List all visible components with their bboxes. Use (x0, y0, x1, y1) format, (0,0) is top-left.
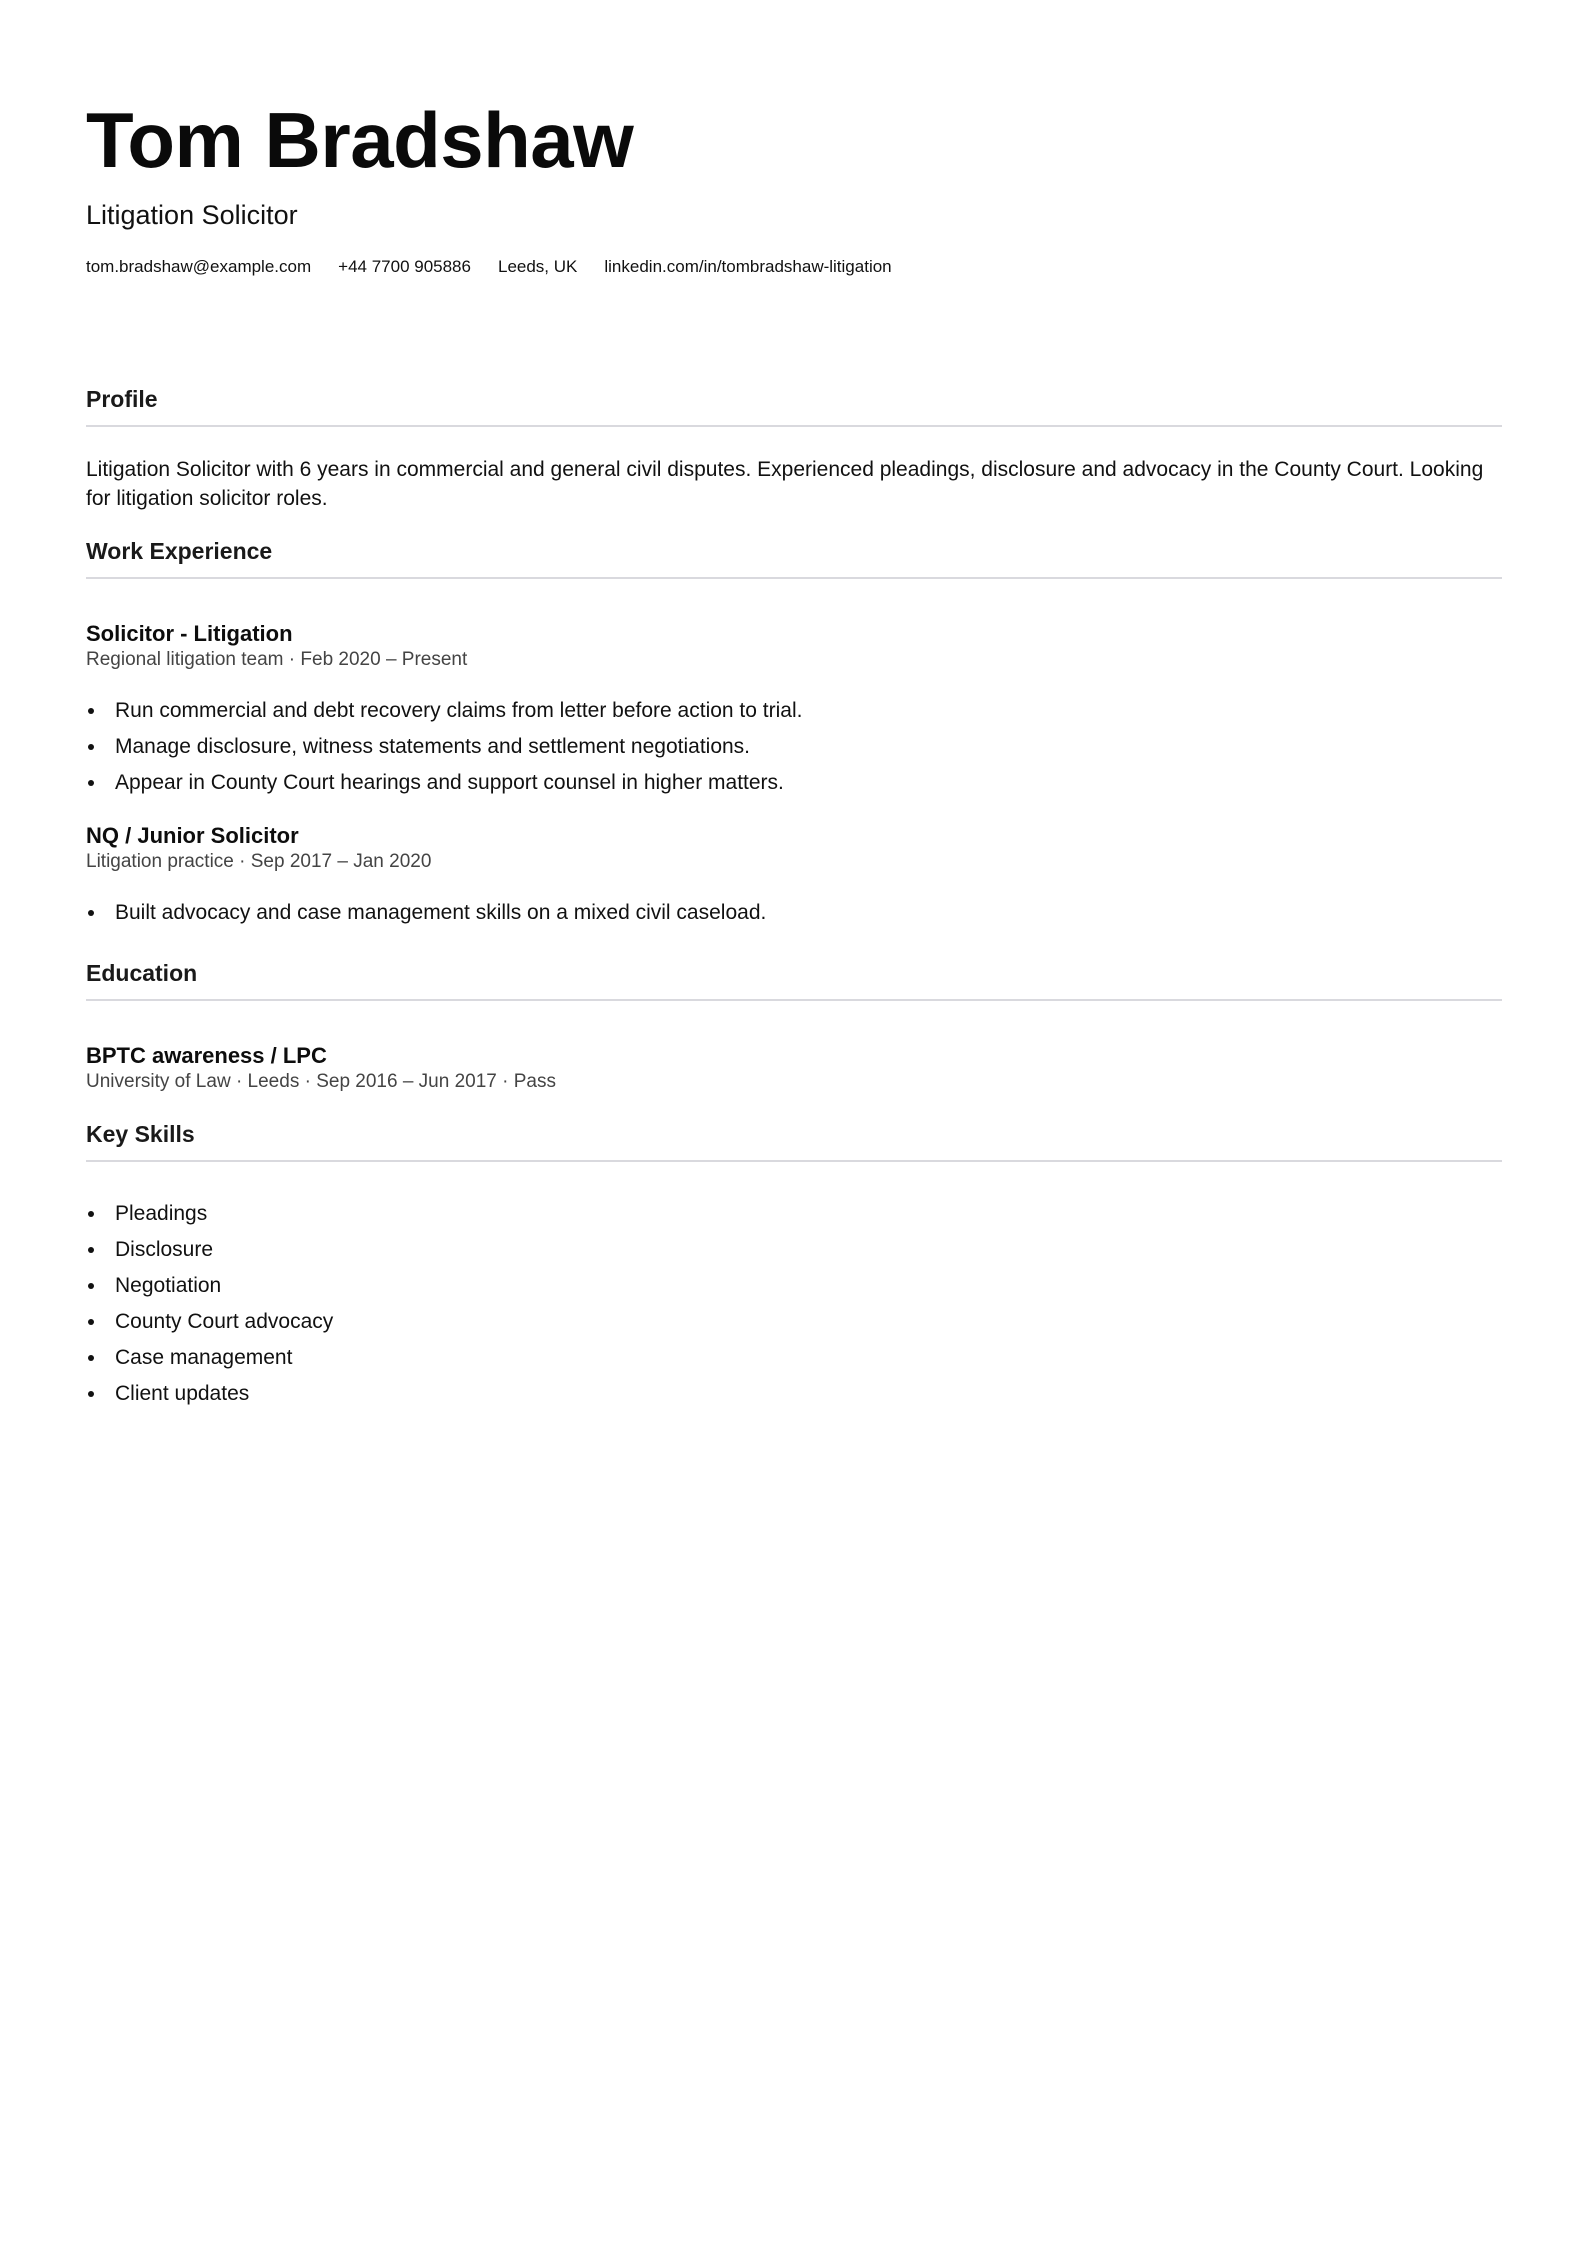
section-divider (86, 999, 1502, 1001)
bullet-dot-icon (88, 1355, 94, 1361)
profile-section (86, 384, 1502, 513)
section-divider (86, 1160, 1502, 1162)
job-title: NQ / Junior Solicitor (86, 823, 299, 848)
bullet-dot-icon (88, 1283, 94, 1289)
key-skills-section (86, 1119, 1502, 1412)
skill-item (86, 1232, 1502, 1268)
job-bullet-text: Appear in County Court hearings and support counsel in higher matters. (115, 771, 784, 794)
work-experience-section (86, 536, 1502, 931)
contact-location: Leeds, UK (497, 257, 578, 276)
resume-header (86, 0, 1502, 278)
job-bullet (86, 693, 1502, 729)
candidate-headline: Litigation Solicitor (86, 200, 298, 230)
skill-item (86, 1376, 1502, 1412)
education-title: BPTC awareness / LPC (86, 1043, 327, 1068)
bullet-dot-icon (88, 744, 94, 750)
skill-text: Pleadings (115, 1202, 208, 1225)
job-bullets (86, 895, 1502, 931)
bullet-dot-icon (88, 1319, 94, 1325)
section-title-work-experience: Work Experience (86, 538, 273, 564)
section-title-profile: Profile (86, 386, 158, 412)
job-bullet (86, 765, 1502, 801)
candidate-name: Tom Bradshaw (86, 96, 634, 184)
job-entry (86, 620, 1502, 801)
education-entry (86, 1042, 1502, 1094)
job-bullet-text: Run commercial and debt recovery claims from letter before action to trial. (115, 699, 803, 722)
job-bullet-text: Manage disclosure, witness statements and settlement negotiations. (115, 735, 751, 758)
profile-summary: Litigation Solicitor with 6 years in commercial and general civil disputes. Experienced pleadings, disclosure and advocacy in the County Court. Looking for litigation solicitor roles. (86, 458, 1484, 510)
contact-phone[interactable]: +44 7700 905886 (338, 257, 471, 276)
skill-item (86, 1268, 1502, 1304)
bullet-dot-icon (88, 780, 94, 786)
skill-text: Case management (115, 1346, 293, 1369)
section-title-education: Education (86, 960, 198, 986)
education-meta: University of Law · Leeds · Sep 2016 – Jun 2017 · Pass (86, 1071, 556, 1092)
job-entry (86, 822, 1502, 931)
job-bullet (86, 895, 1502, 931)
section-divider (86, 425, 1502, 427)
bullet-dot-icon (88, 1391, 94, 1397)
contact-email[interactable]: tom.bradshaw@example.com (86, 257, 312, 276)
bullet-dot-icon (88, 1211, 94, 1217)
skill-text: Negotiation (115, 1274, 222, 1297)
bullet-dot-icon (88, 708, 94, 714)
skill-text: Client updates (115, 1382, 250, 1405)
contact-linkedin[interactable]: linkedin.com/in/tombradshaw-litigation (604, 257, 892, 276)
skill-item (86, 1196, 1502, 1232)
skill-item (86, 1340, 1502, 1376)
job-meta: Regional litigation team · Feb 2020 – Present (86, 649, 468, 670)
job-title: Solicitor - Litigation (86, 621, 293, 646)
skill-text: County Court advocacy (115, 1310, 334, 1333)
job-meta: Litigation practice · Sep 2017 – Jan 2020 (86, 851, 432, 872)
bullet-dot-icon (88, 910, 94, 916)
education-section (86, 958, 1502, 1094)
skill-item (86, 1304, 1502, 1340)
contact-row (86, 256, 1502, 278)
section-title-key-skills: Key Skills (86, 1121, 195, 1147)
section-divider (86, 577, 1502, 579)
skill-text: Disclosure (115, 1238, 214, 1261)
job-bullets (86, 693, 1502, 801)
job-bullet-text: Built advocacy and case management skills on a mixed civil caseload. (115, 901, 767, 924)
job-bullet (86, 729, 1502, 765)
bullet-dot-icon (88, 1247, 94, 1253)
skills-list (86, 1196, 1502, 1412)
